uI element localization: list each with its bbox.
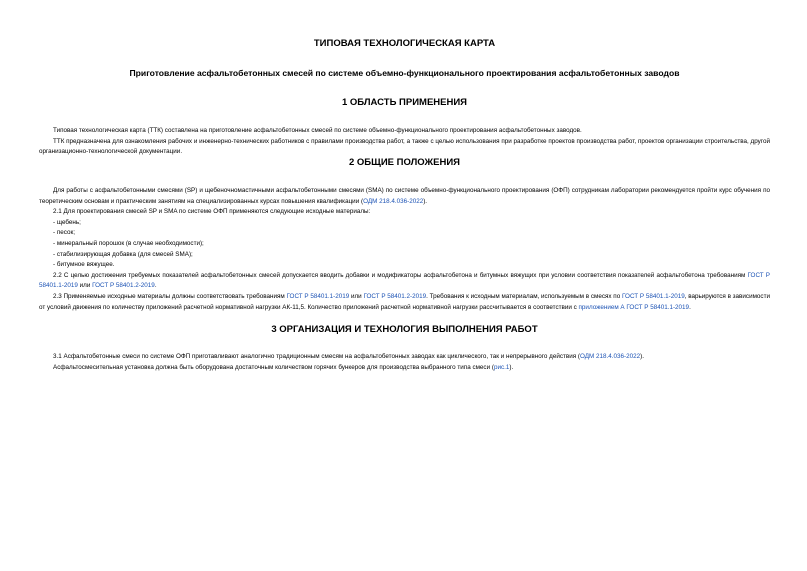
paragraph: 3.1 Асфальтобетонные смеси по системе ОФП приготавливают аналогично традиционным смесям на асфальтобетонных заводах как циклического, так и непрерывного действия (ОДМ 218.4.036-2022). bbox=[53, 353, 645, 360]
list-item: - минеральный порошок (в случае необходимости); bbox=[53, 239, 204, 247]
section-3-body bbox=[39, 352, 770, 373]
link-odm[interactable]: ОДМ 218.4.036-2022 bbox=[580, 353, 641, 360]
list-item: - щебень; bbox=[53, 218, 81, 226]
paragraph: Для работы с асфальтобетонными смесями (SP) и щебеночномастичными асфальтобетонными смесями (SMA) по системе объемно-функционального проектирования (ОФП) сотрудникам лаборатории рекомендуется пройти курс обучения по теоретическим основам и практическим занятиям на специализированных курсах повышения квалификации (ОДМ 218.4.036-2022). bbox=[39, 187, 770, 205]
link-gost-58401-1[interactable]: ГОСТ Р 58401.1-2019 bbox=[286, 292, 350, 300]
paragraph: 2.3 Применяемые исходные материалы должны соответствовать требованиям ГОСТ Р 58401.1-2019 или ГОСТ Р 58401.2-2019. Требования к исходным материалам, используемым в смесях по ГОСТ Р 58401.1-2019, варьируются в зависимости от условий движения по количеству приложений расчетной нормативной нагрузки АК-11,5. Количество приложений расчетной нормативной нагрузки рассчитывается в соответствии с приложением А ГОСТ Р 58401.1-2019. bbox=[39, 292, 770, 311]
link-gost-58401-1[interactable]: ГОСТ Р 58401.1-2019 bbox=[621, 292, 685, 300]
section-2-heading: 2 ОБЩИЕ ПОЛОЖЕНИЯ bbox=[349, 157, 460, 168]
section-1-body bbox=[39, 126, 770, 158]
link-figure-1[interactable]: рис.1 bbox=[493, 363, 510, 371]
section-3-heading: 3 ОРГАНИЗАЦИЯ И ТЕХНОЛОГИЯ ВЫПОЛНЕНИЯ РАБОТ bbox=[271, 324, 538, 335]
paragraph: Асфальтосмесительная установка должна быть оборудована достаточным количеством горячих бункеров для производства выбранного типа смеси (рис.1). bbox=[53, 363, 514, 371]
list-item: - битумное вяжущее. bbox=[53, 261, 115, 269]
paragraph: 2.1 Для проектирования смесей SP и SMA по системе ОФП применяются следующие исходные материалы: bbox=[53, 208, 371, 216]
list-item: - песок; bbox=[53, 229, 75, 237]
section-1-heading: 1 ОБЛАСТЬ ПРИМЕНЕНИЯ bbox=[341, 97, 468, 108]
link-gost-58401-2[interactable]: ГОСТ Р 58401.2-2019 bbox=[92, 282, 155, 290]
document-title: ТИПОВАЯ ТЕХНОЛОГИЧЕСКАЯ КАРТА bbox=[313, 38, 496, 49]
section-2-body bbox=[39, 186, 770, 313]
paragraph: ТТК предназначена для ознакомления рабочих и инженерно-технических работников с правилами производства работ, а также с целью использования при разработке проектов производства работ, проектов организации строительства, другой организационно-технологической документации. bbox=[39, 137, 770, 156]
link-appendix-a[interactable]: приложением А ГОСТ Р 58401.1-2019 bbox=[578, 303, 690, 311]
paragraph: Типовая технологическая карта (ТТК) составлена на приготовление асфальтобетонных смесей по системе объемно-функционального проектирования асфальтобетонных заводов. bbox=[53, 127, 582, 134]
link-gost-58401-1[interactable]: ГОСТ Р 58401.1-2019 bbox=[39, 271, 771, 290]
paragraph: 2.2 С целью достижения требуемых показателей асфальтобетонных смесей допускается вводить добавки и модификаторы асфальтобетона и битумных вяжущих при условии соответствия показателей асфальтобетона требованиям ГОСТ Р 58401.1-2019 или ГОСТ Р 58401.2-2019. bbox=[39, 271, 771, 290]
link-gost-58401-2[interactable]: ГОСТ Р 58401.2-2019 bbox=[363, 292, 427, 300]
document-subtitle: Приготовление асфальтобетонных смесей по системе объемно-функционального проектирования асфальтобетонных заводов bbox=[129, 68, 680, 78]
link-odm[interactable]: ОДМ 218.4.036-2022 bbox=[363, 197, 424, 205]
list-item: - стабилизирующая добавка (для смесей SMA); bbox=[53, 250, 193, 258]
